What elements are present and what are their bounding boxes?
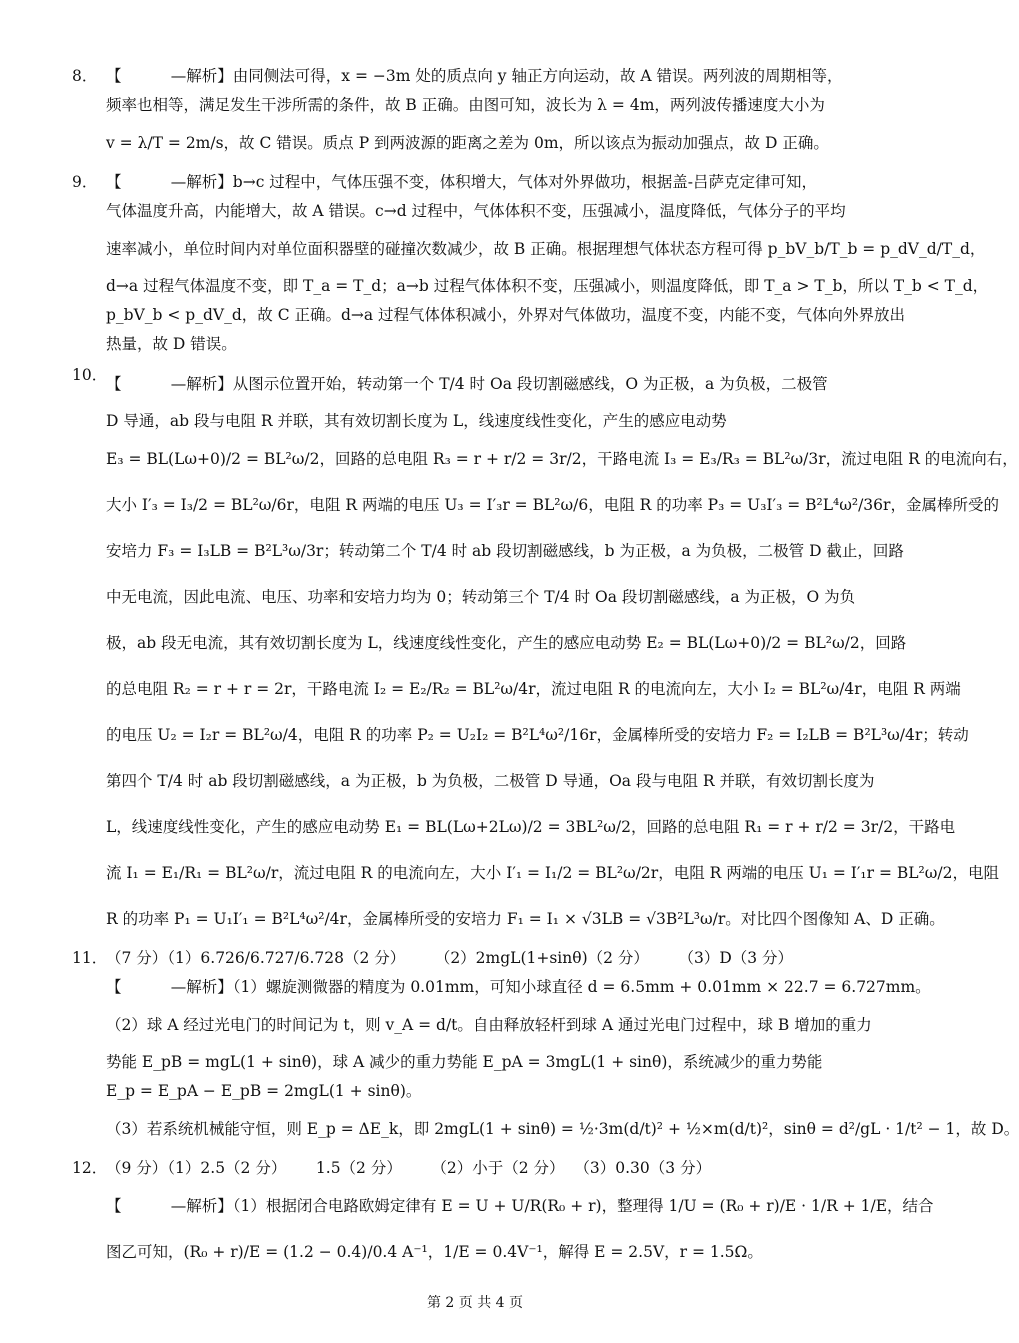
solution-line: 流 I₁ = E₁/R₁ = BL²ω/r，流过电阻 R 的电流向左，大小 I′₁ = I₁/2 = BL²ω/2r，电阻 R 两端的电压 U₁ = I′₁r = BL²ω/2，电阻	[106, 864, 999, 882]
solution-line: E₃ = BL(Lω+0)/2 = BL²ω/2，回路的总电阻 R₃ = r + r/2 = 3r/2，干路电流 I₃ = E₃/R₃ = BL²ω/3r，流过电阻 R 的电流向右，	[106, 450, 1018, 468]
solution-line: 从图示位置开始，转动第一个 T/4 时 Oa 段切割磁感线，O 为正极，a 为负极，二极管	[232, 375, 828, 393]
solution-line: 极，ab 段无电流，其有效切割长度为 L，线速度线性变化，产生的感应电动势 E₂ = BL(Lω+0)/2 = BL²ω/2，回路	[106, 634, 907, 652]
solution-line: 的总电阻 R₂ = r + r = 2r，干路电流 I₂ = E₂/R₂ = BL²ω/4r，流过电阻 R 的电流向左，大小 I₂ = BL²ω/4r，电阻 R 两端	[106, 680, 961, 698]
solution-line: （1）根据闭合电路欧姆定律有 E = U + U/R(R₀ + r)，整理得 1/U = (R₀ + r)/E · 1/R + 1/E，结合	[232, 1197, 934, 1215]
document-page	[72, 62, 1019, 1277]
question-number: 8．	[72, 67, 98, 85]
solution-line: 气体温度升高，内能增大，故 A 错误。c→d 过程中，气体体积不变，压强减小，温度降低，气体分子的平均	[106, 202, 846, 220]
solution-line: 的电压 U₂ = I₂r = BL²ω/4，电阻 R 的功率 P₂ = U₂I₂ = B²L⁴ω²/16r，金属棒所受的安培力 F₂ = I₂LB = B²L³ω/4r；转动	[106, 726, 969, 744]
solution-text	[72, 1154, 934, 1275]
solution-line: d→a 过程气体温度不变，即 T_a = T_d；a→b 过程气体体积不变，压强减小，则温度降低，即 T_a > T_b，所以 T_b < T_d，	[106, 277, 989, 295]
question-12	[72, 1154, 934, 1275]
solution-line: E_p = E_pA − E_pB = 2mgL(1 + sinθ)。	[106, 1082, 422, 1100]
analysis-label: 【 —解析】	[106, 1197, 233, 1215]
solution-line: D 导通，ab 段与电阻 R 并联，其有效切割长度为 L，线速度线性变化，产生的感应电动势	[106, 412, 727, 430]
answer-line: （7 分）（1）6.726/6.727/6.728（2 分） （2）2mgL(1+sinθ)（2 分） （3）D（3 分）	[106, 949, 794, 967]
solution-line: b→c 过程中，气体压强不变，体积增大，气体对外界做功，根据盖-吕萨克定律可知，	[232, 173, 818, 191]
solution-line: 热量，故 D 错误。	[106, 335, 237, 353]
solution-line: （3）若系统机械能守恒，则 E_p = ΔE_k，即 2mgL(1 + sinθ) = ½·3m(d/t)² + ½×m(d/t)²，sinθ = d²/gL · 1/t² − 1，故 D。	[106, 1120, 1019, 1138]
solution-line: 大小 I′₃ = I₃/2 = BL²ω/6r，电阻 R 两端的电压 U₃ = I′₃r = BL²ω/6，电阻 R 的功率 P₃ = U₃I′₃ = B²L⁴ω²/36r，金属棒所受的	[106, 496, 999, 514]
solution-text	[72, 62, 892, 166]
solution-line: 安培力 F₃ = I₃LB = B²L³ω/3r；转动第二个 T/4 时 ab 段切割磁感线，b 为正极，a 为负极，二极管 D 截止，回路	[106, 542, 904, 560]
solution-line: 中无电流，因此电流、电压、功率和安培力均为 0；转动第三个 T/4 时 Oa 段切割磁感线，a 为正极，O 为负	[106, 588, 856, 606]
solution-line: 频率也相等，满足发生干涉所需的条件，故 B 正确。由图可知，波长为 λ = 4m，两列波传播速度大小为	[106, 96, 825, 114]
analysis-label: 【 —解析】	[106, 375, 233, 393]
solution-line: 速率减小，单位时间内对单位面积器壁的碰撞次数减少，故 B 正确。根据理想气体状态方程可得 p_bV_b/T_b = p_dV_d/T_d，	[106, 240, 986, 258]
solution-line: p_bV_b < p_dV_d，故 C 正确。d→a 过程气体体积减小，外界对气体做功，温度不变，内能不变，气体向外界放出	[106, 306, 906, 324]
solution-text	[72, 361, 1018, 942]
analysis-label: 【 —解析】	[106, 978, 233, 996]
analysis-label: 【 —解析】	[106, 173, 233, 191]
question-number: 12．	[72, 1159, 108, 1177]
question-9	[72, 168, 989, 359]
solution-line: 图乙可知，(R₀ + r)/E = (1.2 − 0.4)/0.4 A⁻¹，1/E = 0.4V⁻¹，解得 E = 2.5V，r = 1.5Ω。	[106, 1243, 763, 1261]
solution-line: （1）螺旋测微器的精度为 0.01mm，可知小球直径 d = 6.5mm + 0.01mm × 22.7 = 6.727mm。	[232, 978, 931, 996]
solution-line: 由同侧法可得，x = −3m 处的质点向 y 轴正方向运动，故 A 错误。两列波的周期相等，	[232, 67, 843, 85]
solution-line: v = λ/T = 2m/s，故 C 错误。质点 P 到两波源的距离之差为 0m，所以该点为振动加强点，故 D 正确。	[106, 134, 829, 152]
solution-line: 第四个 T/4 时 ab 段切割磁感线，a 为正极，b 为负极，二极管 D 导通，Oa 段与电阻 R 并联，有效切割长度为	[106, 772, 875, 790]
solution-line: R 的功率 P₁ = U₁I′₁ = B²L⁴ω²/4r，金属棒所受的安培力 F₁ = I₁ × √3LB = √3B²L³ω/r。对比四个图像知 A、D 正确。	[106, 910, 945, 928]
question-number: 9．	[72, 173, 98, 191]
question-number: 11．	[72, 949, 108, 967]
solution-line: 势能 E_pB = mgL(1 + sinθ)，球 A 减少的重力势能 E_pA = 3mgL(1 + sinθ)，系统减少的重力势能	[106, 1053, 823, 1071]
page-footer: 第 2 页 共 4 页	[426, 1295, 524, 1311]
question-8	[72, 62, 892, 166]
solution-line: （2）球 A 经过光电门的时间记为 t，则 v_A = d/t。自由释放轻杆到球 A 通过光电门过程中，球 B 增加的重力	[106, 1016, 872, 1034]
solution-line: L，线速度线性变化，产生的感应电动势 E₁ = BL(Lω+2Lω)/2 = 3BL²ω/2，回路的总电阻 R₁ = r + r/2 = 3r/2，干路电	[106, 818, 956, 836]
solution-text	[72, 168, 989, 359]
analysis-label: 【 —解析】	[106, 67, 233, 85]
question-11	[72, 944, 1019, 1152]
solution-text	[72, 944, 1019, 1152]
question-10	[72, 361, 1018, 942]
question-number: 10．	[72, 366, 108, 384]
answer-line: （9 分）（1）2.5（2 分） 1.5（2 分） （2）小于（2 分） （3）0.30（3 分）	[106, 1159, 712, 1177]
